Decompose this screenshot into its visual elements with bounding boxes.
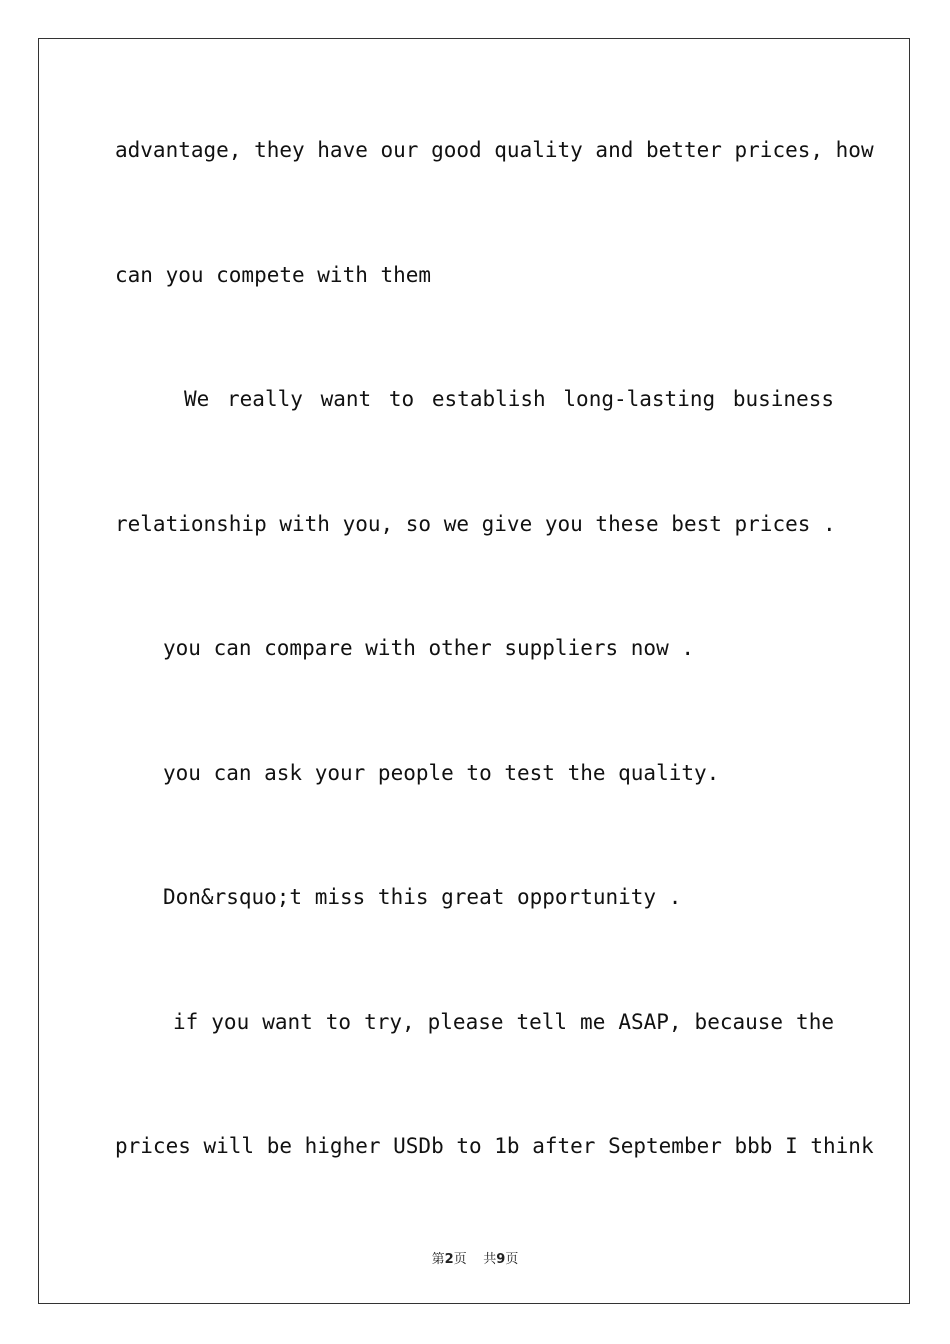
page-border <box>38 38 910 1304</box>
page-footer <box>0 1248 950 1267</box>
text-line-3: We really want to establish long-lasting business <box>184 387 834 411</box>
text-line-6: you can ask your people to test the quality. <box>163 761 720 785</box>
text-line-2: can you compete with them <box>115 263 432 287</box>
total-pages: 9 <box>496 1252 506 1267</box>
total-prefix: 共 <box>483 1252 497 1267</box>
text-line-8: if you want to try, please tell me ASAP, because the <box>173 1010 834 1034</box>
text-line-7: Don&rsquo;t miss this great opportunity . <box>163 885 682 909</box>
total-suffix: 页 <box>505 1252 519 1267</box>
page-suffix: 页 <box>453 1252 467 1267</box>
text-line-1: advantage, they have our good quality and better prices, how <box>115 138 874 162</box>
page-prefix: 第 <box>431 1252 445 1267</box>
text-line-5: you can compare with other suppliers now . <box>163 636 695 660</box>
page-number: 2 <box>444 1252 454 1267</box>
text-line-9: prices will be higher USDb to 1b after September bbb I think <box>115 1134 874 1158</box>
text-line-4: relationship with you, so we give you these best prices . <box>115 512 836 536</box>
